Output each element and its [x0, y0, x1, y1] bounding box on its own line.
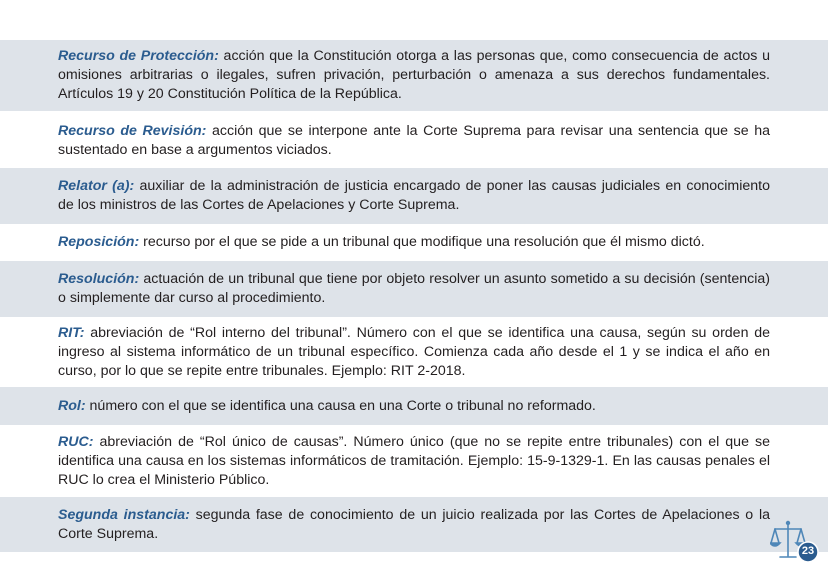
entry-relator [0, 168, 828, 224]
entry-definition: actuación de un tribunal que tiene por objeto resolver un asunto sometido a su decisión (sentencia) o simplemente dar curso al procedimiento. [58, 271, 770, 306]
entry-rit [0, 318, 828, 386]
entry-resolucion [0, 261, 828, 317]
entry-recurso-de-revision [0, 113, 828, 168]
entry-term: RIT: [58, 324, 85, 341]
entry-term: Reposición: [58, 233, 140, 250]
entry-definition: recurso por el que se pide a un tribunal que modifique una resolución que él mismo dictó. [139, 233, 705, 250]
entry-definition: abreviación de “Rol interno del tribunal”. Número con el que se identifica una causa, según su orden de ingreso al sistema informático de un tribunal específico. Comienza cada año desde el 1 y se indica el año en curso, por lo que se repite entre tribunales. Ejemplo: RIT 2-2018. [58, 324, 770, 379]
page-number: 23 [801, 545, 815, 557]
entry-definition: auxiliar de la administración de justicia encargado de poner las causas judiciales en conocimiento de los ministros de las Cortes de Apelaciones y Corte Suprema. [58, 178, 771, 213]
entry-term: Relator (a): [58, 178, 135, 194]
entry-rol [0, 387, 828, 425]
entry-definition: acción que se interpone ante la Corte Suprema para revisar una sentencia que se ha sustentado en base a argumentos viciados. [58, 122, 770, 158]
entry-definition: abreviación de “Rol único de causas”. Número único (que no se repite entre tribunales) con el que se identifica una causa en los sistemas informáticos de tramitación. Ejemplo: 15-9-1329-1. En las causas penales el RUC lo crea el Ministerio Público. [58, 433, 770, 488]
entry-segunda-instancia [0, 497, 828, 552]
page-badge [770, 518, 820, 564]
entry-term: Rol: [58, 397, 86, 414]
entry-definition: acción que la Constitución otorga a las personas que, como consecuencia de actos u omisiones arbitrarias o ilegales, sufren privación, perturbación o amenaza a sus derechos fundamentales. Artículos 19 y 20 Constitución Política de la República. [58, 48, 770, 102]
scales-of-justice-icon [770, 518, 820, 564]
entry-term: Resolución: [58, 271, 140, 287]
entry-term: RUC: [58, 433, 94, 450]
entry-definition: segunda fase de conocimiento de un juicio realizada por las Cortes de Apelaciones o la Corte Suprema. [58, 506, 770, 542]
entry-recurso-de-proteccion [0, 40, 828, 111]
entry-ruc [0, 426, 828, 496]
entry-definition: número con el que se identifica una causa en una Corte o tribunal no reformado. [85, 397, 596, 414]
entry-term: Segunda instancia: [58, 506, 190, 523]
entry-term: Recurso de Protección: [58, 48, 219, 64]
entry-reposicion [0, 224, 828, 260]
entry-term: Recurso de Revisión: [58, 122, 207, 139]
